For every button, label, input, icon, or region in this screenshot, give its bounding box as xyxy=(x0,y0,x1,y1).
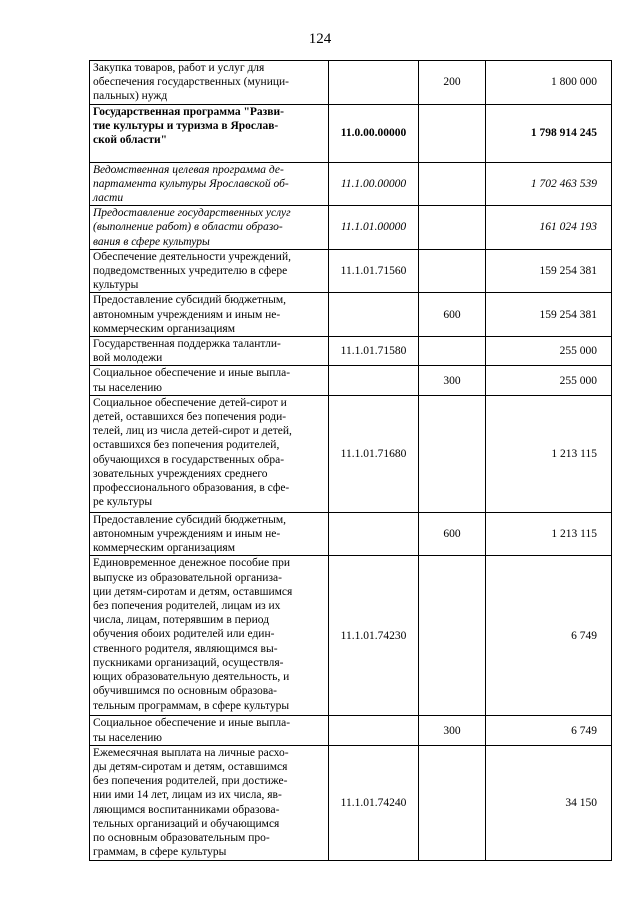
row-code-text: 11.1.01.74240 xyxy=(340,796,407,809)
row-code-text: 11.1.01.74230 xyxy=(340,629,407,642)
row-amount-text: 1 798 914 245 xyxy=(530,127,597,139)
row-amount-cell xyxy=(486,162,612,206)
row-expense-type-cell xyxy=(419,556,486,716)
row-amount-text: 6 749 xyxy=(571,629,597,642)
row-amount-cell xyxy=(486,293,612,337)
table-row xyxy=(90,337,612,366)
row-code-text: 11.1.01.71580 xyxy=(340,345,407,358)
row-expense-type-cell xyxy=(419,162,486,206)
row-amount-text: 255 000 xyxy=(559,345,597,358)
row-name-cell xyxy=(90,337,329,366)
row-name-cell xyxy=(90,104,329,162)
row-name-text: Предоставление субсидий бюджетным, автономным учреждениям и иным не- коммерческим организациям xyxy=(93,513,287,555)
row-amount-cell xyxy=(486,512,612,556)
row-name-text: Закупка товаров, работ и услуг для обеспечения государственных (муници- пальных) нужд xyxy=(93,62,289,103)
row-name-cell xyxy=(90,512,329,556)
row-code-text: 11.0.00.00000 xyxy=(340,127,407,139)
row-code-cell xyxy=(329,206,419,250)
table-row xyxy=(90,249,612,293)
row-amount-text: 1 213 115 xyxy=(551,528,597,541)
row-name-text: Социальное обеспечение и иные выпла- ты населению xyxy=(93,717,291,744)
row-code-cell xyxy=(329,395,419,512)
row-code-cell xyxy=(329,104,419,162)
row-code-text: 11.1.01.00000 xyxy=(340,221,407,234)
row-code-cell xyxy=(329,745,419,860)
table-row xyxy=(90,556,612,716)
row-name-text: Государственная поддержка талантли- вой молодежи xyxy=(93,338,281,365)
row-amount-cell xyxy=(486,61,612,105)
table-row xyxy=(90,293,612,337)
row-amount-cell xyxy=(486,395,612,512)
row-amount-cell xyxy=(486,716,612,745)
budget-table-body xyxy=(90,61,612,861)
row-expense-type-cell xyxy=(419,249,486,293)
row-expense-type-cell xyxy=(419,366,486,395)
row-name-cell xyxy=(90,249,329,293)
table-row xyxy=(90,512,612,556)
row-amount-cell xyxy=(486,104,612,162)
row-amount-cell xyxy=(486,249,612,293)
row-code-cell xyxy=(329,162,419,206)
row-name-cell xyxy=(90,206,329,250)
row-name-cell xyxy=(90,395,329,512)
row-name-text: Социальное обеспечение и иные выпла- ты населению xyxy=(93,367,291,394)
row-expense-type-text: 600 xyxy=(443,308,461,321)
row-expense-type-cell xyxy=(419,716,486,745)
row-name-text: Ведомственная целевая программа де- партамента культуры Ярославской об- ласти xyxy=(93,163,289,205)
table-row xyxy=(90,395,612,512)
row-expense-type-cell xyxy=(419,293,486,337)
row-expense-type-cell xyxy=(419,337,486,366)
table-row xyxy=(90,366,612,395)
row-expense-type-cell xyxy=(419,61,486,105)
row-amount-text: 161 024 193 xyxy=(539,221,597,234)
row-name-text: Единовременное денежное пособие при выпуске из образовательной организа- ции детям-сиротам и детям, оставшимся без попечения родителей, лицам из их числа, лицам, потерявшим в период обучения обоих родителей или един- ственного родителя, являющимся вы- пускниками организаций, осуществля- ющих образовательную деятельность, и обучившимся по основным образова- тельным программам, в сфере культуры xyxy=(93,557,293,712)
row-name-text: Обеспечение деятельности учреждений, подведомственных учредителю в сфере культуры xyxy=(93,250,291,292)
row-name-text: Предоставление субсидий бюджетным, автономным учреждениям и иным не- коммерческим организациям xyxy=(93,294,287,335)
row-expense-type-cell xyxy=(419,745,486,860)
row-code-text: 11.1.01.71680 xyxy=(340,447,407,460)
row-expense-type-cell xyxy=(419,395,486,512)
row-code-cell xyxy=(329,512,419,556)
row-amount-text: 34 150 xyxy=(565,796,597,809)
row-name-text: Государственная программа "Разви- тие культуры и туризма в Ярослав- ской области" xyxy=(93,105,284,147)
page-number: 124 xyxy=(308,31,332,47)
row-name-cell xyxy=(90,162,329,206)
row-amount-text: 159 254 381 xyxy=(539,265,597,278)
row-expense-type-text: 300 xyxy=(443,724,461,737)
table-row xyxy=(90,745,612,860)
table-row xyxy=(90,162,612,206)
row-amount-cell xyxy=(486,206,612,250)
row-expense-type-text: 600 xyxy=(443,528,461,541)
table-row xyxy=(90,206,612,250)
row-name-cell xyxy=(90,745,329,860)
row-expense-type-text: 200 xyxy=(443,76,461,89)
row-code-cell xyxy=(329,293,419,337)
row-name-cell xyxy=(90,716,329,745)
row-amount-cell xyxy=(486,556,612,716)
row-code-cell xyxy=(329,337,419,366)
row-amount-text: 255 000 xyxy=(559,374,597,387)
row-name-text: Социальное обеспечение детей-сирот и детей, оставшихся без попечения роди- телей, лиц из числа детей-сирот и детей, оставшихся без попечения родителей, обучающихся в государственных обра- зовательных учреждениях среднего профессионального образования, в сфе- ре культуры xyxy=(93,396,292,509)
row-amount-text: 1 702 463 539 xyxy=(530,177,597,190)
table-row xyxy=(90,716,612,745)
row-code-cell xyxy=(329,61,419,105)
table-row xyxy=(90,61,612,105)
row-code-text: 11.1.00.00000 xyxy=(340,177,407,190)
row-code-text: 11.1.01.71560 xyxy=(340,265,407,278)
row-expense-type-text: 300 xyxy=(443,374,461,387)
row-name-cell xyxy=(90,293,329,337)
table-row xyxy=(90,104,612,162)
row-amount-text: 159 254 381 xyxy=(539,308,597,321)
row-name-cell xyxy=(90,366,329,395)
row-code-cell xyxy=(329,556,419,716)
row-code-cell xyxy=(329,716,419,745)
row-amount-cell xyxy=(486,745,612,860)
row-code-cell xyxy=(329,366,419,395)
row-name-cell xyxy=(90,556,329,716)
row-expense-type-cell xyxy=(419,104,486,162)
row-amount-text: 6 749 xyxy=(571,724,597,737)
budget-table xyxy=(89,60,612,861)
row-amount-cell xyxy=(486,366,612,395)
row-expense-type-cell xyxy=(419,206,486,250)
row-name-cell xyxy=(90,61,329,105)
row-amount-text: 1 213 115 xyxy=(551,447,597,460)
row-name-text: Ежемесячная выплата на личные расхо- ды детям-сиротам и детям, оставшимся без попечения родителей, при достиже- нии ими 14 лет, лицам из их числа, яв- ляющимся воспитанниками образова- тельных организаций и обучающимся по основным образовательным про- граммам, в сфере культуры xyxy=(93,746,289,859)
row-code-cell xyxy=(329,249,419,293)
row-amount-cell xyxy=(486,337,612,366)
row-name-text: Предоставление государственных услуг (выполнение работ) в области образо- вания в сфере культуры xyxy=(93,207,291,248)
row-amount-text: 1 800 000 xyxy=(551,76,597,89)
row-expense-type-cell xyxy=(419,512,486,556)
